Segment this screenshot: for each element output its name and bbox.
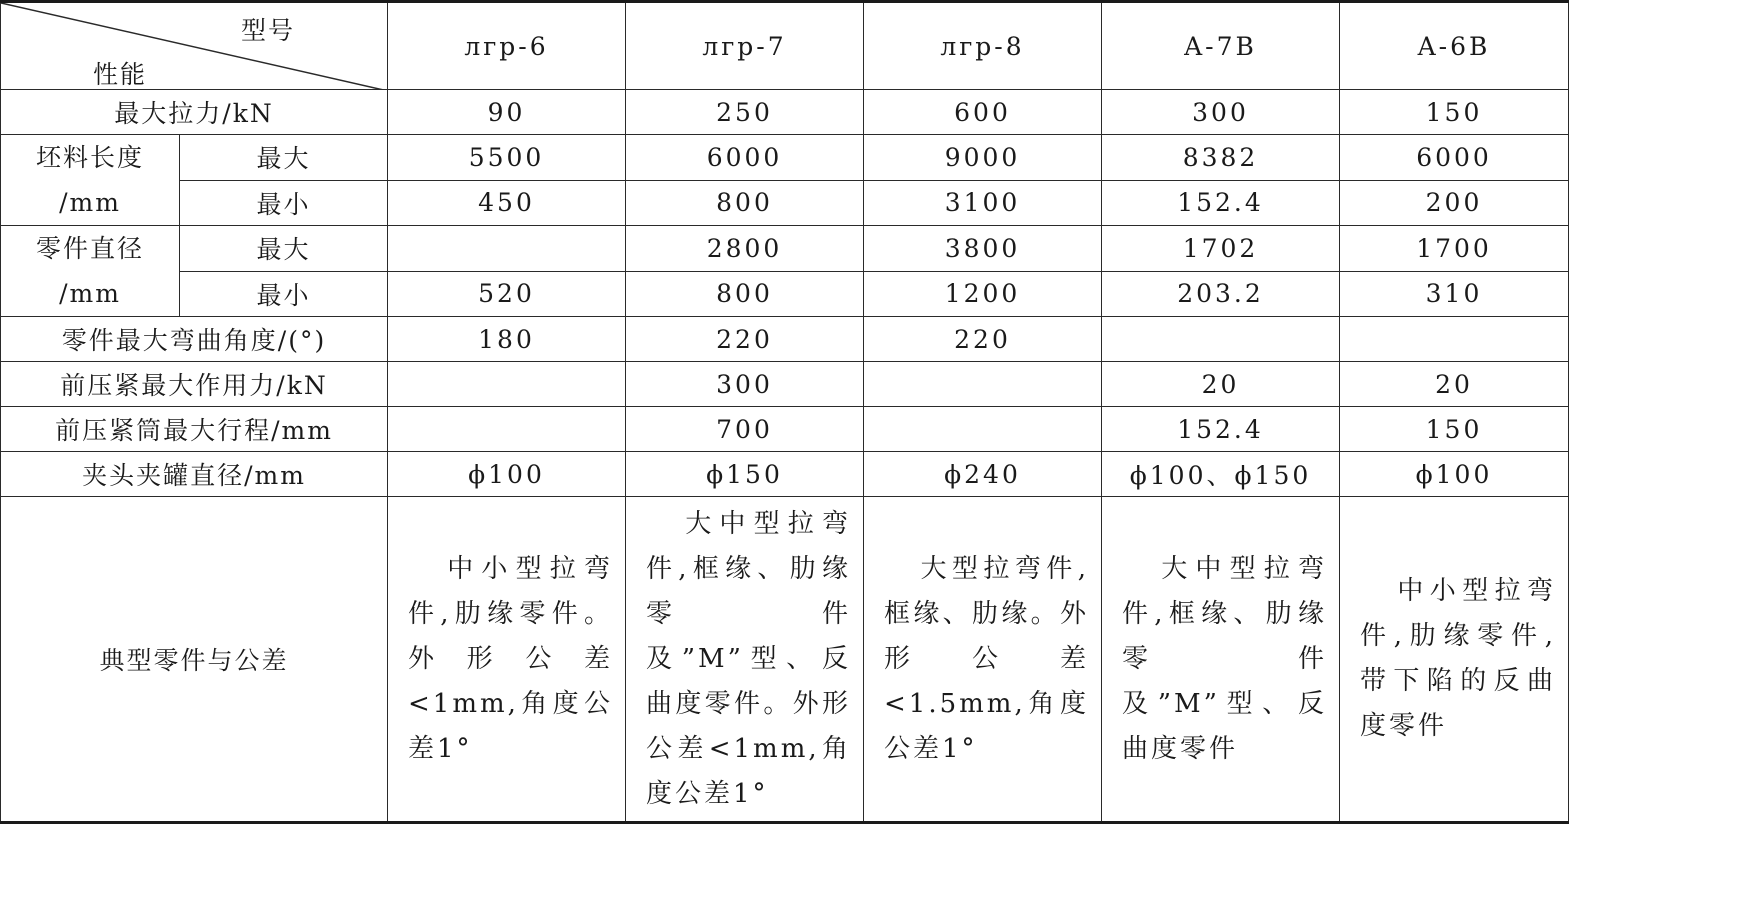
- cell-max-pull-3: 600: [864, 90, 1102, 135]
- row-blank-length-max: [1, 135, 1569, 181]
- cell-front-clamp-force-2: 300: [626, 362, 864, 407]
- cell-front-clamp-force-5: 20: [1340, 362, 1569, 407]
- cell-max-pull-4: 300: [1102, 90, 1340, 135]
- cell-part-diameter-max-4: 1702: [1102, 226, 1340, 272]
- cell-max-bend-angle-2: 220: [626, 317, 864, 362]
- diagonal-header-cell: [1, 2, 388, 90]
- blank-length-label-line1: 坯料长度: [35, 143, 144, 172]
- cell-chuck-diameter-5: ϕ100: [1340, 452, 1569, 497]
- cell-blank-length-min-2: 800: [626, 180, 864, 226]
- cell-max-pull-2: 250: [626, 90, 864, 135]
- sublabel-blank-length-max: 最大: [180, 135, 388, 181]
- cell-part-diameter-max-1: [388, 226, 626, 272]
- model-header-1: лгр-6: [388, 2, 626, 90]
- row-label-max-pull: 最大拉力/kN: [1, 90, 388, 135]
- cell-blank-length-max-5: 6000: [1340, 135, 1569, 181]
- cell-chuck-diameter-4: ϕ100、ϕ150: [1102, 452, 1340, 497]
- row-front-clamp-stroke: [1, 407, 1569, 452]
- blank-length-label-line2: /mm: [59, 188, 121, 217]
- cell-part-diameter-min-4: 203.2: [1102, 271, 1340, 317]
- row-part-diameter-max: [1, 226, 1569, 272]
- model-header-2: лгр-7: [626, 2, 864, 90]
- cell-blank-length-max-4: 8382: [1102, 135, 1340, 181]
- row-chuck-diameter: [1, 452, 1569, 497]
- typical-parts-text-4: 大中型拉弯件,框缘、肋缘零件及”M”型、反曲度零件: [1122, 553, 1327, 764]
- sublabel-part-diameter-max: 最大: [180, 226, 388, 272]
- part-diameter-label-line1: 零件直径: [35, 234, 144, 263]
- cell-typical-parts-5: [1340, 497, 1569, 823]
- cell-front-clamp-stroke-2: 700: [626, 407, 864, 452]
- cell-blank-length-max-3: 9000: [864, 135, 1102, 181]
- row-front-clamp-force: [1, 362, 1569, 407]
- cell-front-clamp-stroke-5: 150: [1340, 407, 1569, 452]
- row-label-front-clamp-stroke: 前压紧筒最大行程/mm: [1, 407, 388, 452]
- cell-chuck-diameter-3: ϕ240: [864, 452, 1102, 497]
- cell-blank-length-max-1: 5500: [388, 135, 626, 181]
- header-row: [1, 2, 1569, 90]
- cell-blank-length-min-1: 450: [388, 180, 626, 226]
- row-label-chuck-diameter: 夹头夹罐直径/mm: [1, 452, 388, 497]
- cell-chuck-diameter-2: ϕ150: [626, 452, 864, 497]
- cell-max-pull-1: 90: [388, 90, 626, 135]
- cell-part-diameter-min-2: 800: [626, 271, 864, 317]
- cell-front-clamp-force-4: 20: [1102, 362, 1340, 407]
- cell-max-bend-angle-1: 180: [388, 317, 626, 362]
- cell-blank-length-min-3: 3100: [864, 180, 1102, 226]
- row-blank-length-min: [1, 180, 1569, 226]
- cell-front-clamp-stroke-1: [388, 407, 626, 452]
- cell-chuck-diameter-1: ϕ100: [388, 452, 626, 497]
- cell-max-bend-angle-3: 220: [864, 317, 1102, 362]
- typical-parts-text-3: 大型拉弯件,框缘、肋缘。外形公差<1.5mm,角度公差1°: [884, 553, 1089, 764]
- cell-front-clamp-stroke-3: [864, 407, 1102, 452]
- typical-parts-text-2: 大中型拉弯件,框缘、肋缘零件及”M”型、反曲度零件。外形公差<1mm,角度公差1°: [646, 508, 851, 809]
- cell-typical-parts-4: [1102, 497, 1340, 823]
- cell-part-diameter-min-3: 1200: [864, 271, 1102, 317]
- cell-front-clamp-stroke-4: 152.4: [1102, 407, 1340, 452]
- cell-front-clamp-force-3: [864, 362, 1102, 407]
- cell-blank-length-max-2: 6000: [626, 135, 864, 181]
- cell-typical-parts-2: [626, 497, 864, 823]
- cell-max-bend-angle-5: [1340, 317, 1569, 362]
- row-label-blank-length: [1, 135, 180, 226]
- cell-part-diameter-min-1: 520: [388, 271, 626, 317]
- cell-part-diameter-min-5: 310: [1340, 271, 1569, 317]
- model-header-5: A-6B: [1340, 2, 1569, 90]
- row-label-max-bend-angle: 零件最大弯曲角度/(°): [1, 317, 388, 362]
- sublabel-blank-length-min: 最小: [180, 180, 388, 226]
- cell-typical-parts-1: [388, 497, 626, 823]
- row-label-part-diameter: [1, 226, 180, 317]
- model-header-4: A-7B: [1102, 2, 1340, 90]
- cell-typical-parts-3: [864, 497, 1102, 823]
- row-part-diameter-min: [1, 271, 1569, 317]
- cell-blank-length-min-5: 200: [1340, 180, 1569, 226]
- part-diameter-label-line2: /mm: [59, 279, 121, 308]
- row-typical-parts: [1, 497, 1569, 823]
- row-label-typical-parts: 典型零件与公差: [1, 497, 388, 823]
- model-header-label: 型号: [241, 16, 296, 45]
- cell-part-diameter-max-5: 1700: [1340, 226, 1569, 272]
- row-max-bend-angle: [1, 317, 1569, 362]
- cell-part-diameter-max-2: 2800: [626, 226, 864, 272]
- cell-max-pull-5: 150: [1340, 90, 1569, 135]
- typical-parts-text-1: 中小型拉弯件,肋缘零件。外形公差<1mm,角度公差1°: [408, 553, 613, 764]
- sublabel-part-diameter-min: 最小: [180, 271, 388, 317]
- cell-blank-length-min-4: 152.4: [1102, 180, 1340, 226]
- typical-parts-text-5: 中小型拉弯件,肋缘零件,带下陷的反曲度零件: [1360, 576, 1556, 741]
- model-header-3: лгр-8: [864, 2, 1102, 90]
- performance-header-label: 性能: [93, 60, 148, 89]
- cell-max-bend-angle-4: [1102, 317, 1340, 362]
- row-max-pull: [1, 90, 1569, 135]
- row-label-front-clamp-force: 前压紧最大作用力/kN: [1, 362, 388, 407]
- diagonal-divider-line: [1, 3, 388, 90]
- cell-part-diameter-max-3: 3800: [864, 226, 1102, 272]
- cell-front-clamp-force-1: [388, 362, 626, 407]
